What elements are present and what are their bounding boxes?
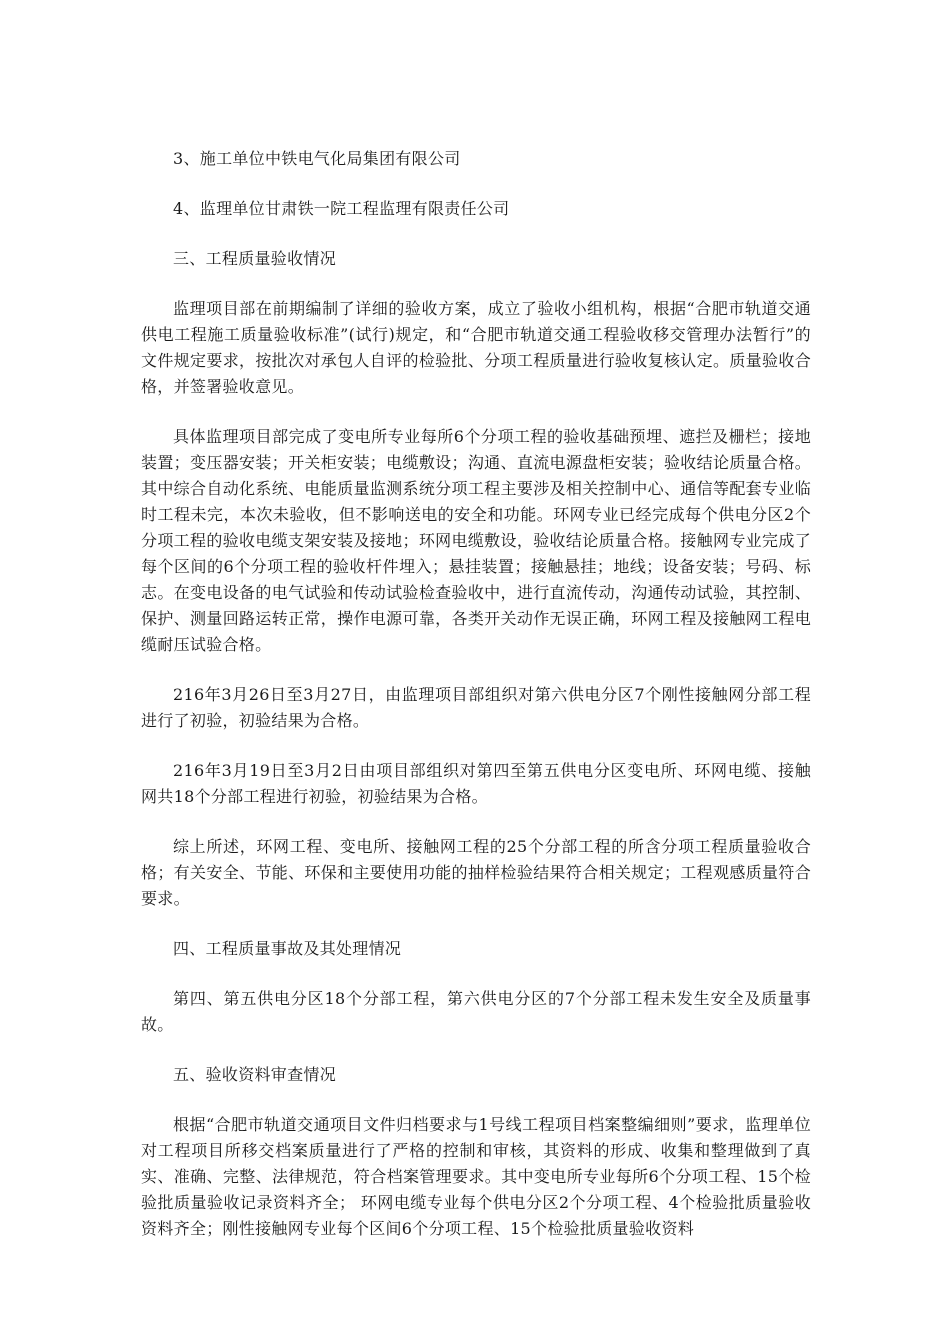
paragraph-summary: 综上所述，环网工程、变电所、接触网工程的25个分部工程的所含分项工程质量验收合格；有关安全、节能、环保和主要使用功能的抽样检验结果符合相关规定；工程观感质量符合要求。	[141, 837, 811, 908]
paragraph-acceptance-plan: 监理项目部在前期编制了详细的验收方案，成立了验收小组机构，根据“合肥市轨道交通供电工程施工质量验收标准”(试行)规定，和“合肥市轨道交通工程验收移交管理办法暂行”的文件规定要求，按批次对承包人自评的检验批、分项工程质量进行验收复核认定。质量验收合格，并签署验收意见。	[141, 299, 811, 396]
document-body	[141, 146, 811, 1242]
paragraph-no-accidents: 第四、第五供电分区18个分部工程，第六供电分区的7个分部工程未发生安全及质量事故。	[141, 989, 811, 1034]
construction-unit-line: 3、施工单位中铁电气化局集团有限公司	[173, 149, 461, 168]
section-heading-5: 五、验收资料审查情况	[173, 1065, 337, 1084]
paragraph-archive-review: 根据“合肥市轨道交通项目文件归档要求与1号线工程项目档案整编细则”要求，监理单位对工程项目所移交档案质量进行了严格的控制和审核，其资料的形成、收集和整理做到了真实、准确、完整、法律规范，符合档案管理要求。其中变电所专业每所6个分项工程、15个检验批质量验收记录资料齐全； 环网电缆专业每个供电分区2个分项工程、4个检验批质量验收资料齐全；刚性接触网专业每个区间6个分项工程、15个检验批质量验收资料	[141, 1115, 811, 1238]
supervision-unit-line: 4、监理单位甘肃铁一院工程监理有限责任公司	[173, 199, 510, 218]
paragraph-initial-inspection-6: 216年3月26日至3月27日，由监理项目部组织对第六供电分区7个刚性接触网分部工程进行了初验，初验结果为合格。	[141, 685, 811, 730]
section-heading-4: 四、工程质量事故及其处理情况	[173, 939, 402, 958]
section-heading-3: 三、工程质量验收情况	[173, 249, 337, 268]
paragraph-acceptance-details: 具体监理项目部完成了变电所专业每所6个分项工程的验收基础预埋、遮拦及栅栏；接地装置；变压器安装；开关柜安装；电缆敷设；沟通、直流电源盘柜安装；验收结论质量合格。其中综合自动化系统、电能质量监测系统分项工程主要涉及相关控制中心、通信等配套专业临时工程未完，本次未验收，但不影响送电的安全和功能。环网专业已经完成每个供电分区2个分项工程的验收电缆支架安装及接地；环网电缆敷设，验收结论质量合格。接触网专业完成了每个区间的6个分项工程的验收杆件埋入；悬挂装置；接触悬挂；地线；设备安装；号码、标志。在变电设备的电气试验和传动试验检查验收中，进行直流传动，沟通传动试验，其控制、保护、测量回路运转正常，操作电源可靠，各类开关动作无误正确，环网工程及接触网工程电缆耐压试验合格。	[141, 427, 811, 654]
paragraph-initial-inspection-4-5: 216年3月19日至3月2日由项目部组织对第四至第五供电分区变电所、环网电缆、接触网共18个分部工程进行初验，初验结果为合格。	[141, 761, 811, 806]
